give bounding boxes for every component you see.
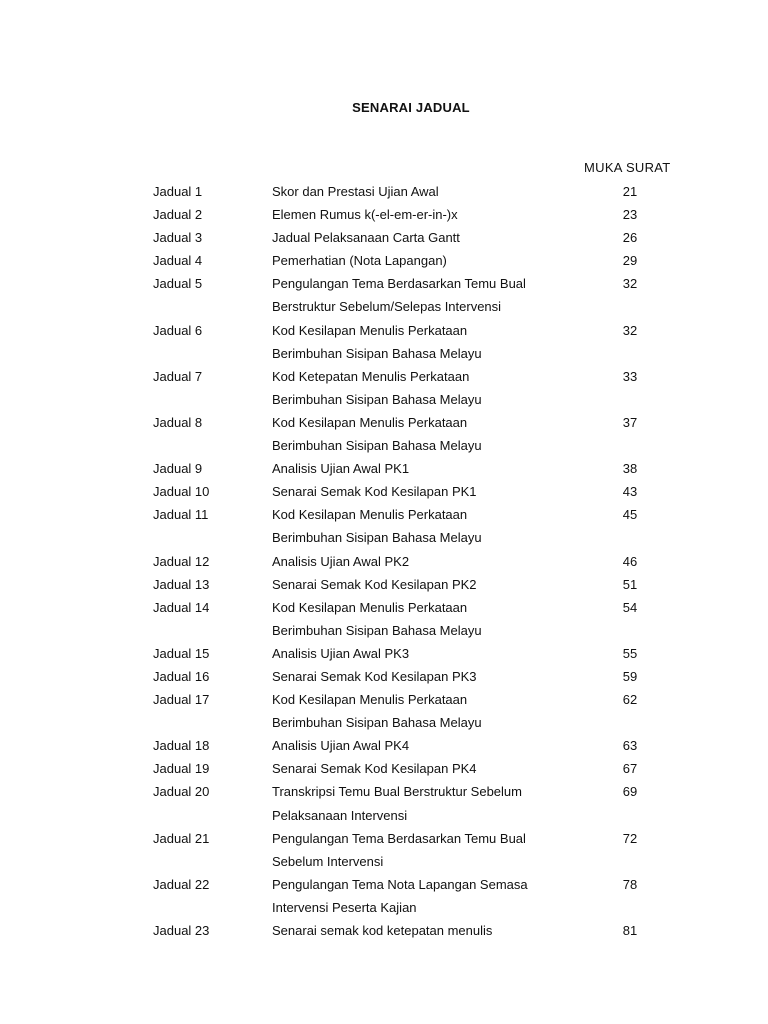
- table-title-line: Transkripsi Temu Bual Berstruktur Sebelum: [272, 784, 522, 800]
- table-title: [272, 272, 768, 318]
- table-title-line: Intervensi Peserta Kajian: [272, 899, 417, 915]
- page-number: 81: [622, 923, 638, 938]
- table-label: Jadual 15: [153, 645, 210, 661]
- table-label: Jadual 10: [153, 484, 210, 500]
- table-title: [272, 480, 768, 503]
- table-title: [272, 503, 768, 549]
- table-title-line: Elemen Rumus k(-el-em-er-in-)x: [272, 207, 458, 223]
- page-number: 69: [622, 784, 638, 800]
- list-item: [0, 596, 768, 642]
- list-item: [0, 480, 768, 503]
- table-title: [272, 573, 768, 596]
- list-item: [0, 203, 768, 226]
- page-number: 59: [622, 668, 638, 684]
- list-item: [0, 180, 768, 203]
- table-list: [0, 180, 768, 942]
- table-title-line: Kod Kesilapan Menulis Perkataan: [272, 414, 468, 430]
- table-title-line: Jadual Pelaksanaan Carta Gantt: [272, 230, 460, 246]
- table-label: Jadual 19: [153, 761, 210, 777]
- table-label: Jadual 7: [153, 368, 203, 384]
- page-number: 43: [622, 484, 638, 500]
- page-number: 29: [622, 253, 638, 269]
- table-title-line: Berimbuhan Sisipan Bahasa Melayu: [272, 438, 482, 454]
- list-item: [0, 919, 768, 942]
- table-title: [272, 550, 768, 573]
- list-item: [0, 503, 768, 549]
- table-label: Jadual 16: [153, 668, 210, 684]
- list-item: [0, 780, 768, 826]
- table-label: Jadual 18: [153, 738, 210, 754]
- table-title: [272, 596, 768, 642]
- list-item: [0, 665, 768, 688]
- table-label: Jadual 5: [153, 276, 203, 292]
- table-label: Jadual 20: [153, 784, 210, 800]
- list-item: [0, 550, 768, 573]
- page-number: 32: [622, 276, 638, 292]
- table-title-line: Analisis Ujian Awal PK4: [272, 738, 410, 754]
- page-number-column-header: MUKA SURAT: [584, 160, 671, 175]
- table-title-line: Pemerhatian (Nota Lapangan): [272, 253, 447, 269]
- table-title-line: Senarai Semak Kod Kesilapan PK3: [272, 668, 477, 684]
- table-label: Jadual 13: [153, 576, 210, 592]
- table-title-line: Kod Kesilapan Menulis Perkataan: [272, 507, 468, 523]
- list-item: [0, 873, 768, 919]
- table-title-line: Sebelum Intervensi: [272, 853, 384, 869]
- page-number: 32: [622, 322, 638, 338]
- list-item: [0, 642, 768, 665]
- table-title-line: Berimbuhan Sisipan Bahasa Melayu: [272, 345, 482, 361]
- table-title-line: Analisis Ujian Awal PK3: [272, 645, 410, 661]
- page-title: SENARAI JADUAL: [352, 100, 470, 115]
- table-title: [272, 665, 768, 688]
- list-item: [0, 688, 768, 734]
- list-item: [0, 272, 768, 318]
- table-label: Jadual 11: [153, 507, 209, 523]
- page-number: 63: [622, 738, 638, 754]
- table-title: [272, 249, 768, 272]
- table-title-line: Berimbuhan Sisipan Bahasa Melayu: [272, 391, 482, 407]
- table-title-line: Pengulangan Tema Berdasarkan Temu Bual: [272, 276, 526, 292]
- page-number: 23: [622, 207, 638, 223]
- table-title-line: Kod Kesilapan Menulis Perkataan: [272, 599, 468, 615]
- table-title: [272, 203, 768, 226]
- table-title-line: Kod Kesilapan Menulis Perkataan: [272, 692, 468, 708]
- table-title: [272, 319, 768, 365]
- list-item: [0, 226, 768, 249]
- table-label: Jadual 4: [153, 253, 203, 269]
- table-label: Jadual 1: [153, 184, 203, 199]
- table-title: [272, 919, 768, 942]
- table-label: Jadual 12: [153, 553, 210, 569]
- table-title-line: Kod Ketepatan Menulis Perkataan: [272, 368, 470, 384]
- table-title: [272, 873, 768, 919]
- table-title-line: Analisis Ujian Awal PK2: [272, 553, 410, 569]
- page-number: 55: [622, 645, 638, 661]
- page-number: 38: [622, 461, 638, 477]
- table-label: Jadual 2: [153, 207, 203, 223]
- table-title-line: Berimbuhan Sisipan Bahasa Melayu: [272, 715, 482, 731]
- table-title-line: Senarai Semak Kod Kesilapan PK2: [272, 576, 477, 592]
- table-title-line: Kod Kesilapan Menulis Perkataan: [272, 322, 468, 338]
- page-number: 33: [622, 368, 638, 384]
- table-title: [272, 642, 768, 665]
- table-title-line: Berimbuhan Sisipan Bahasa Melayu: [272, 622, 482, 638]
- page-number: 45: [622, 507, 638, 523]
- list-item: [0, 249, 768, 272]
- page-number: 46: [622, 553, 638, 569]
- table-title-line: Senarai Semak Kod Kesilapan PK4: [272, 761, 477, 777]
- list-item: [0, 827, 768, 873]
- list-item: [0, 573, 768, 596]
- table-title: [272, 411, 768, 457]
- table-label: Jadual 17: [153, 692, 210, 708]
- table-label: Jadual 21: [153, 830, 210, 846]
- table-title: [272, 226, 768, 249]
- page-number: 37: [622, 414, 638, 430]
- table-title: [272, 734, 768, 757]
- table-title-line: Senarai semak kod ketepatan menulis: [272, 923, 493, 938]
- page-number: 78: [622, 876, 638, 892]
- page-number: 21: [622, 184, 638, 199]
- list-item: [0, 757, 768, 780]
- table-title: [272, 757, 768, 780]
- page-number: 26: [622, 230, 638, 246]
- table-title-line: Skor dan Prestasi Ujian Awal: [272, 184, 439, 199]
- table-title: [272, 688, 768, 734]
- table-title-line: Senarai Semak Kod Kesilapan PK1: [272, 484, 477, 500]
- table-title-line: Berimbuhan Sisipan Bahasa Melayu: [272, 530, 482, 546]
- table-label: Jadual 14: [153, 599, 210, 615]
- list-item: [0, 319, 768, 365]
- page-number: 51: [622, 576, 638, 592]
- table-title: [272, 180, 768, 203]
- list-item: [0, 411, 768, 457]
- table-title-line: Analisis Ujian Awal PK1: [272, 461, 410, 477]
- table-title: [272, 780, 768, 826]
- table-label: Jadual 3: [153, 230, 203, 246]
- table-title: [272, 827, 768, 873]
- page-number: 62: [622, 692, 638, 708]
- table-label: Jadual 9: [153, 461, 203, 477]
- table-title: [272, 365, 768, 411]
- table-title: [272, 457, 768, 480]
- page-number: 54: [622, 599, 638, 615]
- list-item: [0, 365, 768, 411]
- page-number: 72: [622, 830, 638, 846]
- list-item: [0, 457, 768, 480]
- list-item: [0, 734, 768, 757]
- table-title-line: Pengulangan Tema Berdasarkan Temu Bual: [272, 830, 526, 846]
- table-label: Jadual 23: [153, 923, 210, 938]
- table-label: Jadual 6: [153, 322, 203, 338]
- table-label: Jadual 22: [153, 876, 210, 892]
- table-label: Jadual 8: [153, 414, 203, 430]
- table-title-line: Berstruktur Sebelum/Selepas Intervensi: [272, 299, 502, 315]
- table-title-line: Pengulangan Tema Nota Lapangan Semasa: [272, 876, 528, 892]
- page-number: 67: [622, 761, 638, 777]
- table-title-line: Pelaksanaan Intervensi: [272, 807, 408, 823]
